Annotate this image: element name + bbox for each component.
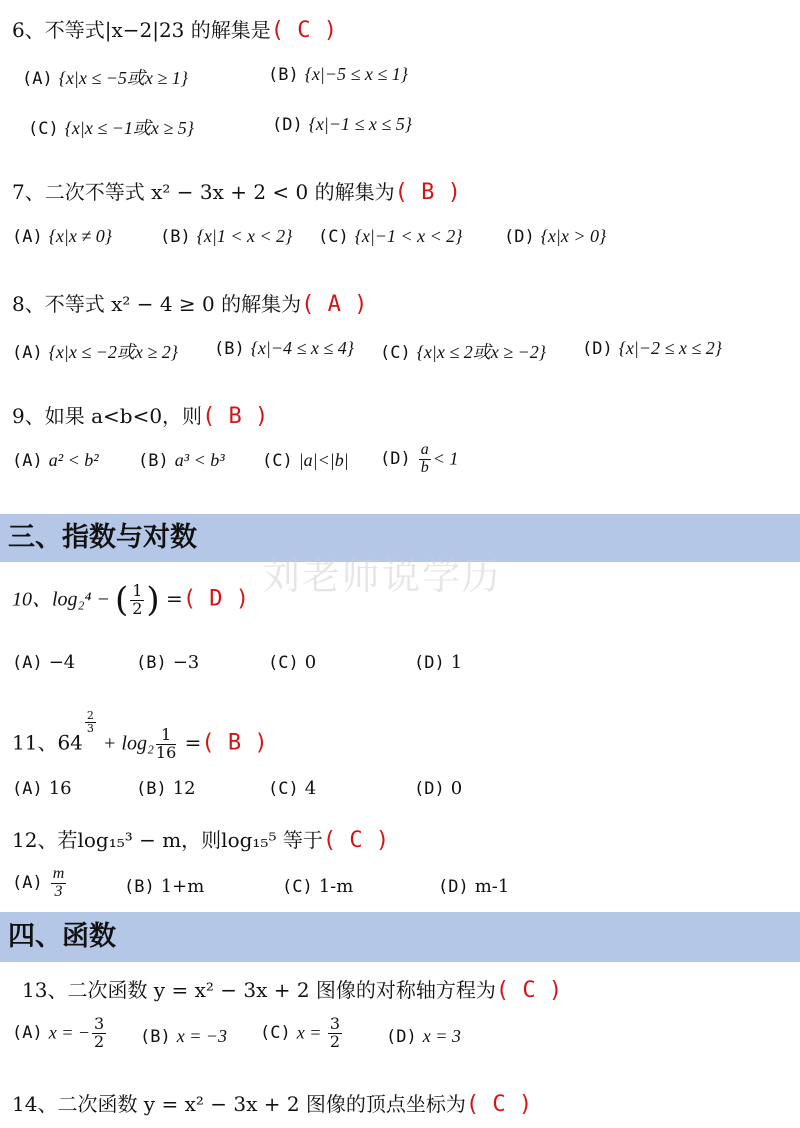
answer-label: ( C ) xyxy=(322,828,390,853)
option-a: (A) {x|x ≤ −5或x ≥ 1} xyxy=(22,68,188,89)
fraction: $\frac{3}{2}$ xyxy=(329,1014,341,1051)
option-d: (D) x = 3 xyxy=(386,1026,461,1047)
section-header-functions: 四、函数 xyxy=(0,912,800,962)
option-a: (A) a² < b² xyxy=(12,450,99,471)
answer-label: ( D ) xyxy=(182,586,250,612)
option-c: (C) {x|x ≤ −1或x ≥ 5} xyxy=(28,118,194,139)
question-text: 7、二次不等式 x² − 3x + 2 < 0 的解集为 xyxy=(12,180,395,204)
question-8-stem xyxy=(12,288,367,317)
question-text: 13、二次函数 y = x² − 3x + 2 图像的对称轴方程为 xyxy=(22,978,496,1002)
option-d: (D) {x|x > 0} xyxy=(504,226,607,247)
question-9-stem xyxy=(12,400,268,429)
answer-label: ( C ) xyxy=(465,1092,533,1117)
option-c: (C) 0 xyxy=(268,652,317,673)
question-12-stem xyxy=(12,824,389,853)
option-d: (D) $\frac{a}{b}$ < 1 xyxy=(380,441,459,476)
question-text: 14、二次函数 y = x² − 3x + 2 图像的顶点坐标为 xyxy=(12,1092,466,1116)
option-c: (C) |a|<|b| xyxy=(262,450,349,471)
question-11-stem: 11、64 $^{\frac{2}{3}}$ + log₂ $\frac{1}{16}$ =( B ) xyxy=(12,709,268,762)
option-b: (B) −3 xyxy=(136,652,200,673)
option-d: (D) 1 xyxy=(414,652,463,673)
option-b: (B) {x|1 < x < 2} xyxy=(160,226,293,247)
fraction: $\frac{1}{2}$ xyxy=(132,580,143,618)
option-c: (C) {x|x ≤ 2或x ≥ −2} xyxy=(380,342,546,363)
fraction: $\frac{1}{16}$ xyxy=(155,724,177,762)
section-header-exponents-logarithms: 三、指数与对数 xyxy=(0,514,800,562)
option-d: (D) {x|−2 ≤ x ≤ 2} xyxy=(582,338,722,359)
answer-label: ( B ) xyxy=(201,730,268,756)
fraction: $\frac{m}{3}$ xyxy=(52,865,65,900)
option-d: (D) {x|−1 ≤ x ≤ 5} xyxy=(272,114,412,135)
option-c: (C) 4 xyxy=(268,778,317,799)
question-10-stem: 10、log₂⁴ − ( $\frac{1}{2}$ ) =( D ) xyxy=(12,580,250,620)
option-a: (A) 16 xyxy=(12,778,72,799)
option-a: (A) −4 xyxy=(12,652,76,673)
option-b: (B) a³ < b³ xyxy=(138,450,225,471)
option-a: (A) {x|x ≤ −2或x ≥ 2} xyxy=(12,342,178,363)
option-d: (D) 0 xyxy=(414,778,463,799)
option-c: (C) {x|−1 < x < 2} xyxy=(318,226,463,247)
fraction: $\frac{a}{b}$ xyxy=(420,441,429,476)
option-c: (C) x = $\frac{3}{2}$ xyxy=(260,1014,341,1051)
answer-label: ( C ) xyxy=(270,18,338,43)
answer-label: ( B ) xyxy=(394,180,461,205)
option-b: (B) 12 xyxy=(136,778,196,799)
question-7-stem xyxy=(12,176,461,205)
option-a: (A) x = − $\frac{3}{2}$ xyxy=(12,1014,105,1051)
option-a: (A) $\frac{m}{3}$ xyxy=(12,865,65,900)
answer-label: ( C ) xyxy=(495,978,563,1003)
option-b: (B) {x|−5 ≤ x ≤ 1} xyxy=(268,64,408,85)
fraction: $\frac{3}{2}$ xyxy=(94,1014,105,1051)
question-text: 8、不等式 x² − 4 ≥ 0 的解集为 xyxy=(12,292,302,316)
question-text: 6、不等式|x−2|23 的解集是 xyxy=(12,18,271,42)
watermark: 刘老师说学历 xyxy=(262,554,503,598)
question-13-stem xyxy=(22,974,562,1003)
option-a: (A) {x|x ≠ 0} xyxy=(12,226,112,247)
question-text: 12、若log₁₅³ − m，则log₁₅⁵ 等于 xyxy=(12,828,323,852)
option-b: (B) 1+m xyxy=(124,876,205,897)
question-14-stem xyxy=(12,1088,532,1117)
option-b: (B) x = −3 xyxy=(140,1026,228,1047)
option-c: (C) 1-m xyxy=(282,876,354,897)
answer-label: ( B ) xyxy=(202,404,269,429)
answer-label: ( A ) xyxy=(301,292,368,317)
question-6-stem xyxy=(12,14,337,43)
question-text: 9、如果 a<b<0，则 xyxy=(12,404,203,428)
option-d: (D) m-1 xyxy=(438,876,510,897)
option-b: (B) {x|−4 ≤ x ≤ 4} xyxy=(214,338,354,359)
